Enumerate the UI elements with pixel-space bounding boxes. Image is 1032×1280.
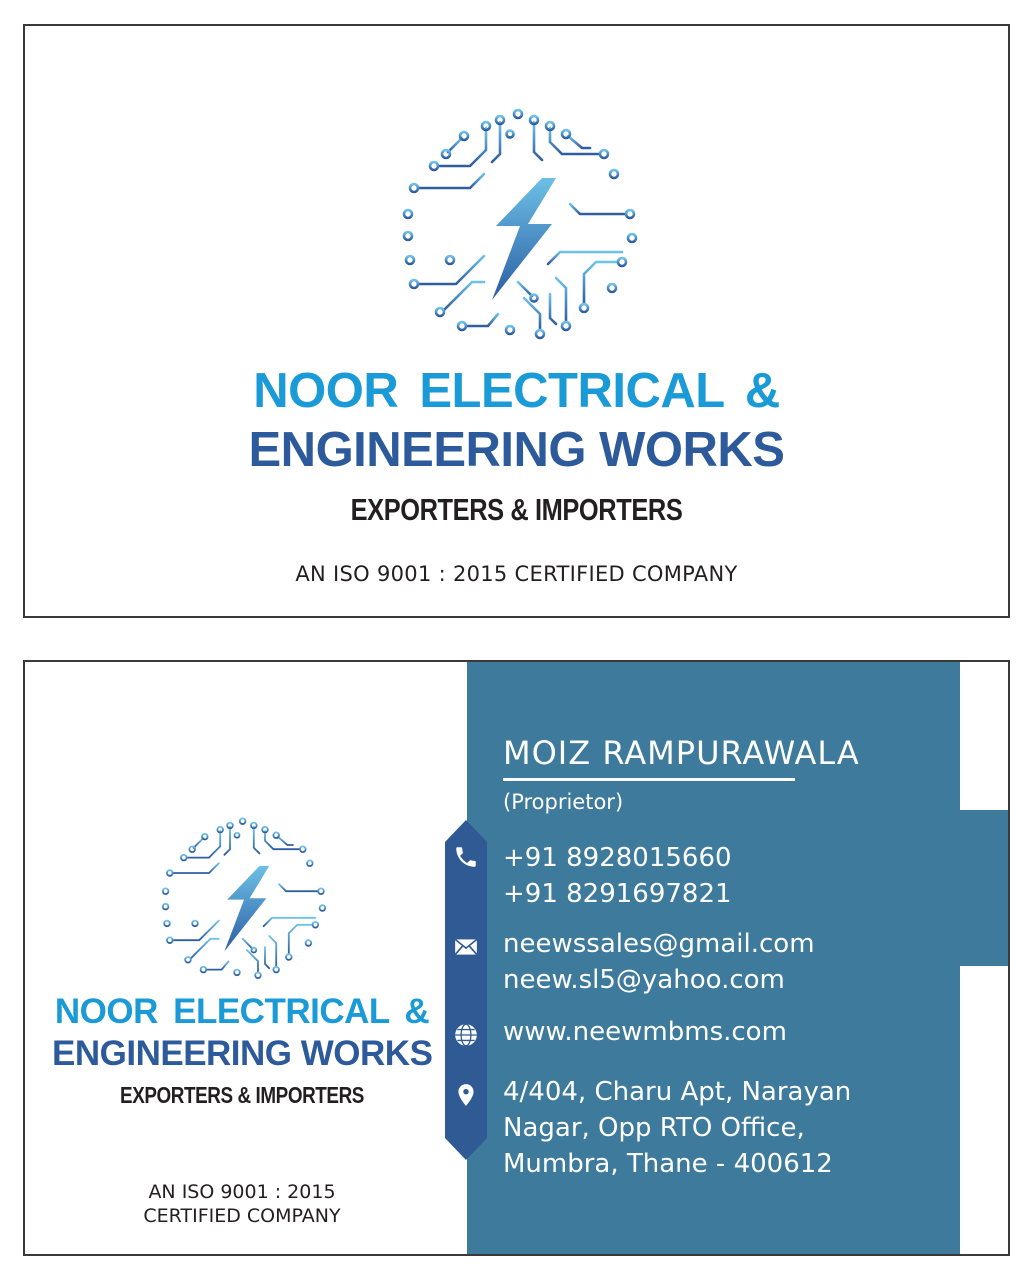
location-pin-icon	[453, 1082, 479, 1108]
phone-icon	[453, 844, 479, 870]
company-tagline: EXPORTERS & IMPORTERS	[120, 1082, 364, 1108]
email-1[interactable]: neewssales@gmail.com	[503, 929, 815, 959]
panel-side-tab	[960, 810, 1010, 966]
company-tagline: EXPORTERS & IMPORTERS	[350, 492, 683, 527]
circuit-logo	[160, 817, 328, 985]
company-brand-block	[52, 992, 432, 1122]
certification-line2: CERTIFIED COMPANY	[143, 1205, 341, 1227]
business-card-front	[23, 24, 1010, 618]
name-underline	[503, 778, 795, 781]
email-2[interactable]: neew.sl5@yahoo.com	[503, 965, 785, 995]
circuit-logo	[400, 108, 640, 348]
certification-line1: AN ISO 9001 : 2015	[148, 1181, 336, 1203]
certification-text	[92, 1180, 392, 1228]
company-name-line2: ENGINEERING WORKS	[248, 423, 785, 477]
person-role: (Proprietor)	[503, 790, 624, 814]
company-name-line1: NOOR ELECTRICAL &	[54, 992, 430, 1031]
company-name-line2: ENGINEERING WORKS	[52, 1034, 433, 1073]
address-line-1: 4/404, Charu Apt, Narayan	[503, 1077, 852, 1107]
phone-number-1[interactable]: +91 8928015660	[503, 843, 732, 873]
phone-number-2[interactable]: +91 8291697821	[503, 879, 732, 909]
icon-strip	[445, 820, 487, 1160]
person-name: MOIZ RAMPURAWALA	[503, 734, 860, 772]
website-link[interactable]: www.neewmbms.com	[503, 1017, 787, 1047]
certification-text: AN ISO 9001 : 2015 CERTIFIED COMPANY	[295, 562, 738, 586]
business-card-back	[23, 660, 1010, 1256]
company-name-line1: NOOR ELECTRICAL &	[253, 364, 780, 418]
address-line-3: Mumbra, Thane - 400612	[503, 1149, 833, 1179]
mail-icon	[453, 934, 479, 960]
address-line-2: Nagar, Opp RTO Office,	[503, 1113, 805, 1143]
globe-icon	[453, 1022, 479, 1048]
